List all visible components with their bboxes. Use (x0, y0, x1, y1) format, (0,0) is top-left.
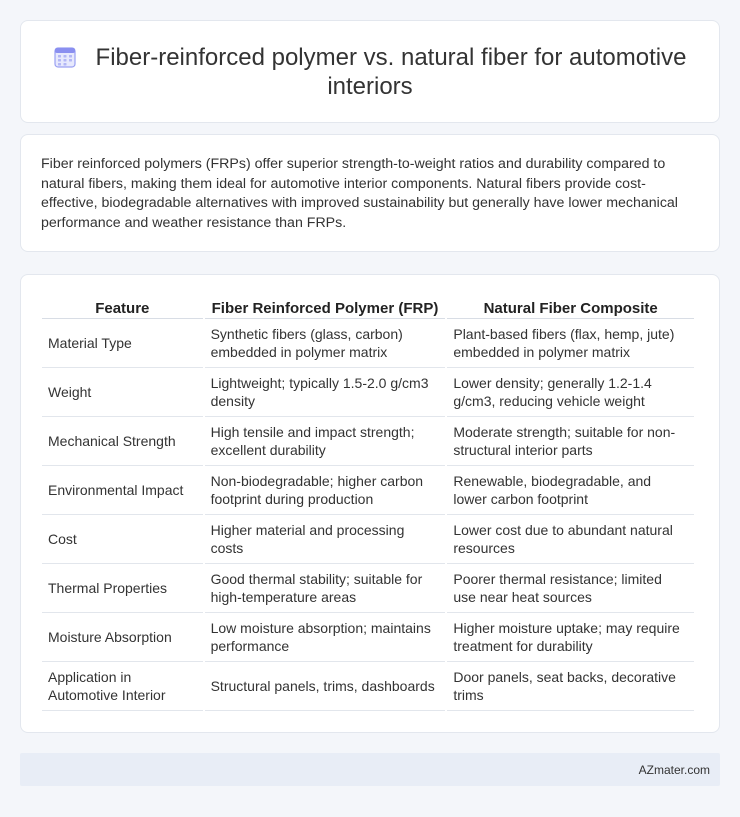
column-header-frp: Fiber Reinforced Polymer (FRP) (205, 295, 446, 319)
natural-fiber-cell: Higher moisture uptake; may require treatment for durability (447, 613, 694, 662)
table-row (42, 319, 694, 368)
natural-fiber-cell: Door panels, seat backs, decorative trims (447, 662, 694, 711)
natural-fiber-cell: Moderate strength; suitable for non-structural interior parts (447, 417, 694, 466)
feature-cell: Mechanical Strength (42, 417, 203, 466)
calendar-grid-icon (54, 46, 76, 68)
frp-cell: Non-biodegradable; higher carbon footprint during production (205, 466, 446, 515)
table-row (42, 613, 694, 662)
frp-cell: Lightweight; typically 1.5-2.0 g/cm3 density (205, 368, 446, 417)
natural-fiber-cell: Renewable, biodegradable, and lower carbon footprint (447, 466, 694, 515)
feature-cell: Weight (42, 368, 203, 417)
feature-cell: Material Type (42, 319, 203, 368)
page-title (45, 43, 695, 101)
table-row (42, 662, 694, 711)
table-row (42, 564, 694, 613)
feature-cell: Environmental Impact (42, 466, 203, 515)
feature-cell: Cost (42, 515, 203, 564)
frp-cell: Synthetic fibers (glass, carbon) embedded in polymer matrix (205, 319, 446, 368)
comparison-table (40, 295, 696, 711)
title-card (20, 20, 720, 123)
frp-cell: Higher material and processing costs (205, 515, 446, 564)
table-row (42, 515, 694, 564)
comparison-card (20, 274, 720, 733)
table-row (42, 466, 694, 515)
table-header-row (42, 295, 694, 319)
footer-brand: AZmater.com (638, 763, 710, 777)
summary-text: Fiber reinforced polymers (FRPs) offer superior strength-to-weight ratios and durability compared to natural fibers, making them ideal for automotive interior components. Natural fibers provide cost-effective, biodegradable alternatives with improved sustainability but generally have lower mechanical performance and weather resistance than FRPs. (41, 156, 678, 231)
page-title-text: Fiber-reinforced polymer vs. natural fiber for automotive interiors (95, 43, 687, 100)
natural-fiber-cell: Lower cost due to abundant natural resources (447, 515, 694, 564)
table-row (42, 417, 694, 466)
natural-fiber-cell: Plant-based fibers (flax, hemp, jute) embedded in polymer matrix (447, 319, 694, 368)
feature-cell: Moisture Absorption (42, 613, 203, 662)
frp-cell: Low moisture absorption; maintains performance (205, 613, 446, 662)
column-header-natural-fiber: Natural Fiber Composite (447, 295, 694, 319)
table-row (42, 368, 694, 417)
frp-cell: Good thermal stability; suitable for high-temperature areas (205, 564, 446, 613)
column-header-feature: Feature (42, 295, 203, 319)
natural-fiber-cell: Poorer thermal resistance; limited use near heat sources (447, 564, 694, 613)
summary-card (20, 134, 720, 252)
frp-cell: High tensile and impact strength; excellent durability (205, 417, 446, 466)
natural-fiber-cell: Lower density; generally 1.2-1.4 g/cm3, reducing vehicle weight (447, 368, 694, 417)
footer-bar (20, 753, 720, 786)
feature-cell: Application in Automotive Interior (42, 662, 203, 711)
frp-cell: Structural panels, trims, dashboards (205, 662, 446, 711)
feature-cell: Thermal Properties (42, 564, 203, 613)
